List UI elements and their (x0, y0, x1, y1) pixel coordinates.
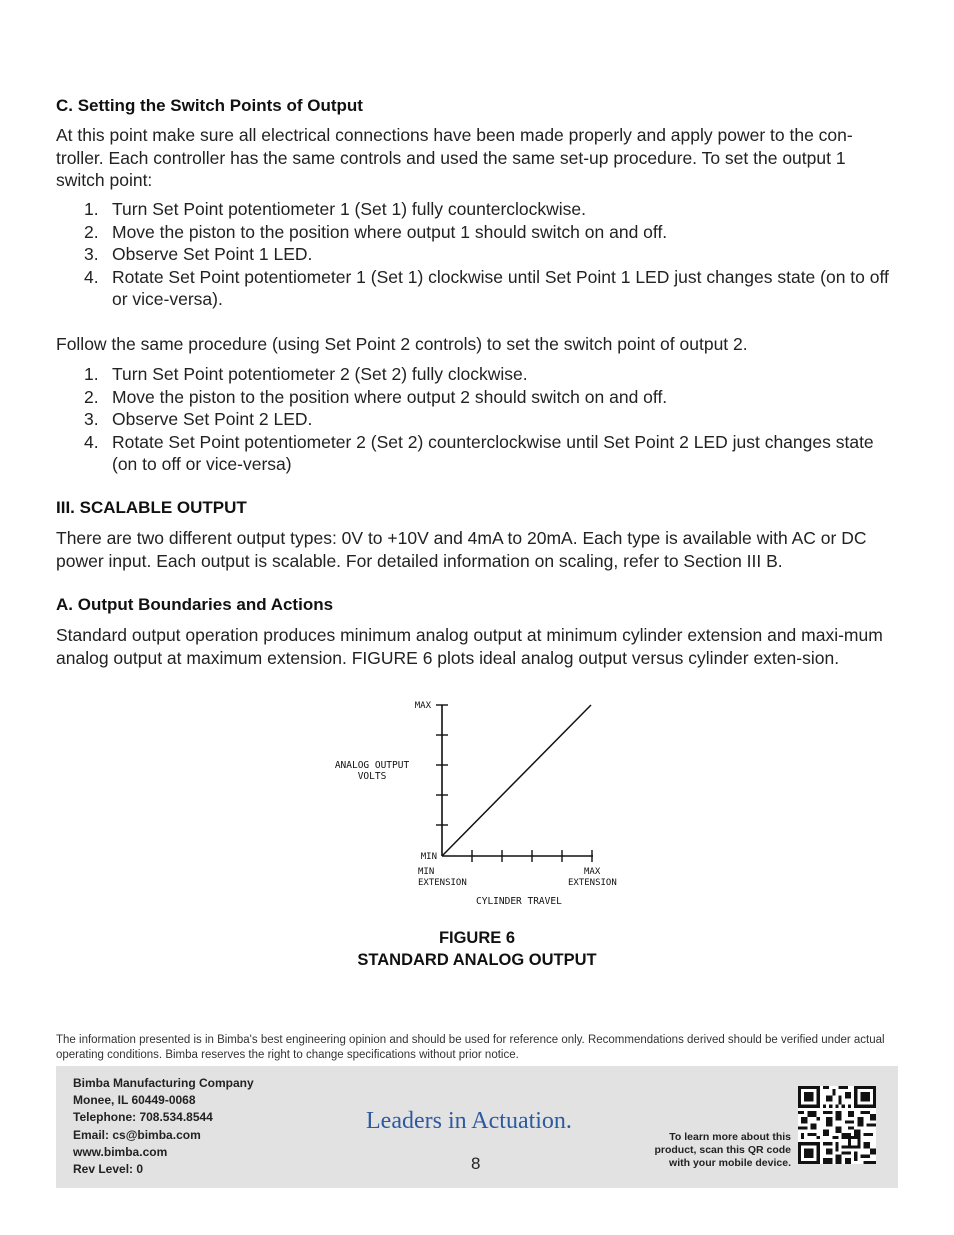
y-label-line2: VOLTS (357, 771, 387, 782)
list-item: 4. Rotate Set Point potentiometer 1 (Set 1) clockwise until Set Point 1 LED just changes state (on to off or vice-versa). (84, 266, 889, 309)
x-axis-label: CYLINDER TRAVEL (476, 896, 562, 907)
page-number: 8 (471, 1154, 481, 1173)
company-name: Bimba Manufacturing Company (73, 1076, 254, 1090)
x-min-label-line1: MIN (418, 867, 435, 877)
footer-bar (56, 1066, 898, 1188)
y-max-label: MAX (414, 701, 431, 711)
list-item: 4. Rotate Set Point potentiometer 2 (Set 2) counterclockwise until Set Point 2 LED just changes state (on to off or vice-versa) (84, 431, 874, 474)
list-item: 3. Observe Set Point 1 LED. (84, 244, 313, 264)
list-item: 3. Observe Set Point 2 LED. (84, 409, 313, 429)
figure-6-graph (300, 690, 660, 915)
section-a-body: Standard output operation produces minimum analog output at minimum cylinder extension and maxi-mum analog output at maximum extension. FIGURE 6 plots ideal analog output versus cylinder exten-sion. (56, 625, 883, 668)
qr-instructions: To learn more about this product, scan this QR code with your mobile device. (654, 1131, 791, 1169)
company-email: Email: cs@bimba.com (73, 1127, 201, 1142)
section-a-heading: A. Output Boundaries and Actions (56, 595, 334, 614)
x-min-label-line2: EXTENSION (418, 878, 467, 888)
section-c-intro: At this point make sure all electrical connections have been made properly and apply power to the con-troller. Each controller has the same controls and used the same set-up procedure. To set the output 1 switch point: (56, 125, 853, 190)
output1-steps (56, 198, 898, 311)
y-min-label: MIN (420, 852, 437, 862)
list-item: 1. Turn Set Point potentiometer 2 (Set 2) fully clockwise. (84, 364, 528, 384)
disclaimer: The information presented is in Bimba's best engineering opinion and should be used for reference only. Recommendations derived should be verified under actual operating conditions. Bimba reserves the right to change specifications without prior notice. (56, 1034, 885, 1061)
x-max-label-line1: MAX (584, 867, 601, 877)
section-c-follow: Follow the same procedure (using Set Point 2 controls) to set the switch point of output 2. (56, 334, 748, 354)
slogan: Leaders in Actuation. (366, 1108, 572, 1134)
figure-caption-title: STANDARD ANALOG OUTPUT (357, 951, 597, 969)
section-c-heading: C. Setting the Switch Points of Output (56, 96, 363, 115)
list-item: 2. Move the piston to the position where output 1 should switch on and off. (84, 221, 668, 242)
rev-level: Rev Level: 0 (73, 1162, 144, 1177)
company-phone: Telephone: 708.534.8544 (73, 1110, 213, 1125)
company-address: Monee, IL 60449-0068 (73, 1093, 196, 1108)
section-iii-heading: III. SCALABLE OUTPUT (56, 498, 247, 517)
list-item: 2. Move the piston to the position where output 2 should switch on and off. (84, 386, 668, 407)
section-iii-body: There are two different output types: 0V to +10V and 4mA to 20mA. Each type is available with AC or DC power input. Each output is scalable. For detailed information on scaling, refer to Section III B. (56, 528, 867, 571)
output2-steps (56, 363, 898, 476)
output-line (442, 705, 591, 856)
list-item: 1. Turn Set Point potentiometer 1 (Set 1) fully counterclockwise. (84, 199, 587, 219)
x-max-label-line2: EXTENSION (568, 878, 617, 888)
company-info (73, 1075, 254, 1178)
figure-caption-number: FIGURE 6 (438, 929, 516, 947)
y-label-line1: ANALOG OUTPUT (334, 760, 410, 771)
company-website: www.bimba.com (73, 1144, 168, 1159)
qr-code-icon[interactable] (798, 1086, 876, 1164)
